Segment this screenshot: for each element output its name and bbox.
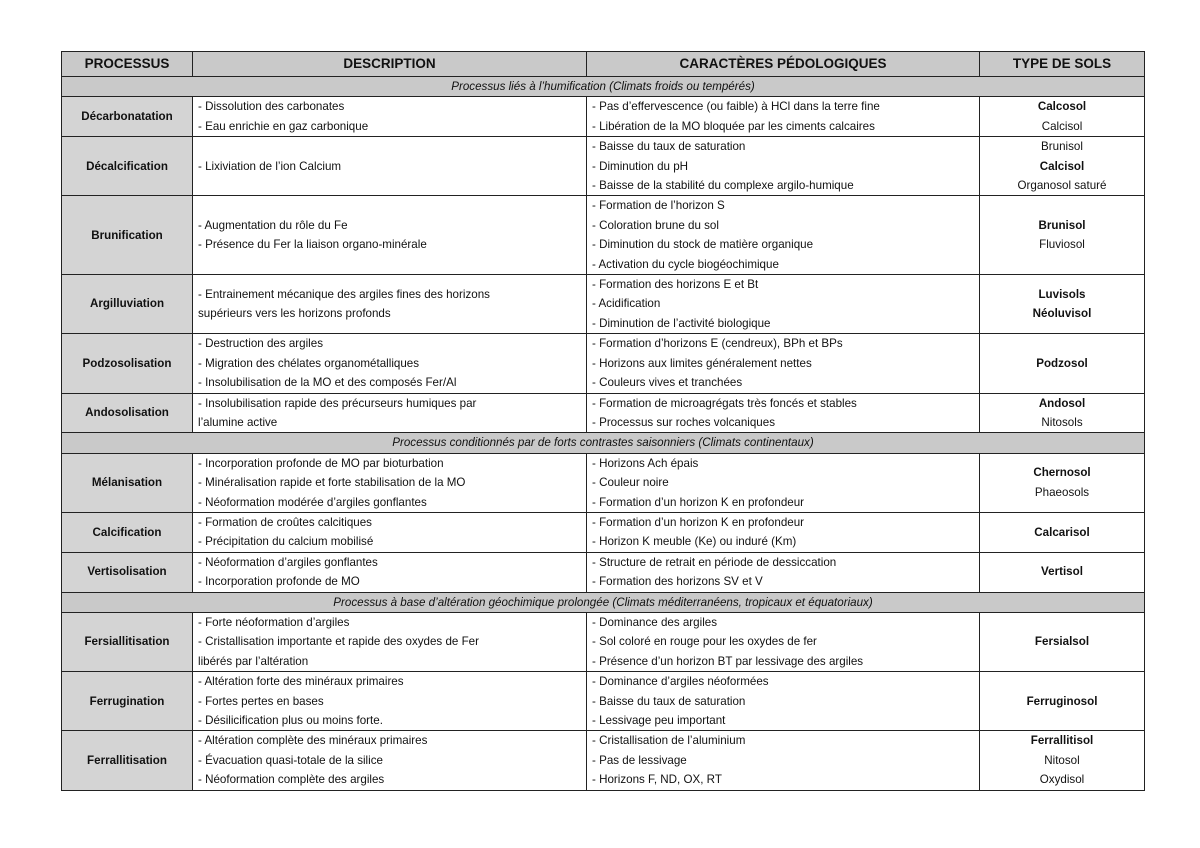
- character-line: - Acidification: [592, 297, 661, 311]
- soil-types-cell: [980, 393, 1145, 433]
- process-name: Vertisolisation: [62, 552, 193, 592]
- characters-cell: [587, 137, 980, 196]
- soil-type: Organosol saturé: [1017, 179, 1107, 193]
- character-line: - Formation de microagrégats très foncés et stables: [592, 396, 857, 410]
- process-name: Ferrugination: [62, 672, 193, 731]
- description-line: - Destruction des argiles: [198, 337, 324, 351]
- soil-types-cell: [980, 137, 1145, 196]
- soil-types-cell: [980, 672, 1145, 731]
- description-line: - Formation de croûtes calcitiques: [198, 515, 372, 529]
- table-row: [62, 97, 1145, 137]
- soil-type: Nitosol: [1044, 753, 1080, 767]
- characters-cell: [587, 97, 980, 137]
- description-line: - Néoformation modérée d’argiles gonflantes: [198, 495, 427, 509]
- description-line: - Dissolution des carbonates: [198, 100, 345, 114]
- soil-types-cell: [980, 453, 1145, 512]
- character-line: - Pas de lessivage: [592, 753, 687, 767]
- characters-cell: [587, 612, 980, 671]
- description-line: l’alumine active: [198, 415, 278, 429]
- description-line: - Eau enrichie en gaz carbonique: [198, 119, 369, 133]
- character-line: - Dominance d’argiles néoformées: [592, 675, 769, 689]
- header-row: [62, 52, 1145, 77]
- characters-cell: [587, 453, 980, 512]
- table-row: [62, 196, 1145, 275]
- description-line: libérés par l’altération: [198, 654, 309, 668]
- description-line: supérieurs vers les horizons profonds: [198, 307, 391, 321]
- soil-type: Ferruginosol: [1026, 694, 1098, 708]
- description-line: - Entrainement mécanique des argiles fines des horizons: [198, 287, 490, 301]
- table-row: [62, 512, 1145, 552]
- table-row: [62, 612, 1145, 671]
- characters-cell: [587, 275, 980, 334]
- description-line: - Lixiviation de l’ion Calcium: [198, 159, 342, 173]
- description-line: - Évacuation quasi-totale de la silice: [198, 753, 383, 767]
- description-cell: [193, 97, 587, 137]
- soil-type: Fluviosol: [1039, 238, 1085, 252]
- description-cell: [193, 196, 587, 275]
- soil-type: Brunisol: [1041, 140, 1083, 154]
- section-title: Processus à base d’altération géochimique prolongée (Climats méditerranéens, tropicaux et équatoriaux): [62, 592, 1145, 612]
- soil-types-cell: [980, 612, 1145, 671]
- character-line: - Horizons F, ND, OX, RT: [592, 773, 722, 787]
- table-row: [62, 137, 1145, 196]
- table-row: [62, 453, 1145, 512]
- soil-type: Calcisol: [1039, 159, 1085, 173]
- character-line: - Diminution du stock de matière organique: [592, 238, 814, 252]
- description-cell: [193, 552, 587, 592]
- table-row: [62, 731, 1145, 790]
- characters-cell: [587, 512, 980, 552]
- description-cell: [193, 672, 587, 731]
- characters-cell: [587, 334, 980, 393]
- section-row: [62, 77, 1145, 97]
- character-line: - Couleur noire: [592, 476, 669, 490]
- soil-types-cell: [980, 275, 1145, 334]
- characters-cell: [587, 672, 980, 731]
- table-row: [62, 552, 1145, 592]
- description-line: - Fortes pertes en bases: [198, 694, 324, 708]
- soil-type: Calcarisol: [1034, 525, 1090, 539]
- header-description: DESCRIPTION: [193, 52, 587, 77]
- character-line: - Structure de retrait en période de dessiccation: [592, 555, 837, 569]
- soil-type: Oxydisol: [1039, 773, 1085, 787]
- soil-type: Fersialsol: [1034, 635, 1090, 649]
- character-line: - Cristallisation de l’aluminium: [592, 734, 746, 748]
- soil-types-cell: [980, 334, 1145, 393]
- character-line: - Dominance des argiles: [592, 615, 718, 629]
- header-type-de-sols: TYPE DE SOLS: [980, 52, 1145, 77]
- character-line: - Libération de la MO bloquée par les ciments calcaires: [592, 119, 875, 133]
- section-row: [62, 592, 1145, 612]
- description-line: - Précipitation du calcium mobilisé: [198, 535, 374, 549]
- soil-type: Vertisol: [1041, 565, 1083, 579]
- header-caracteres-pedologiques: CARACTÈRES PÉDOLOGIQUES: [587, 52, 980, 77]
- description-cell: [193, 275, 587, 334]
- character-line: - Formation de l’horizon S: [592, 199, 725, 213]
- soil-type: Andosol: [1038, 396, 1086, 410]
- description-line: - Néoformation d’argiles gonflantes: [198, 555, 378, 569]
- character-line: - Processus sur roches volcaniques: [592, 415, 776, 429]
- description-line: - Insolubilisation rapide des précurseurs humiques par: [198, 396, 477, 410]
- soil-types-cell: [980, 97, 1145, 137]
- process-name: Argilluviation: [62, 275, 193, 334]
- character-line: - Diminution de l’activité biologique: [592, 316, 771, 330]
- description-line: - Cristallisation importante et rapide des oxydes de Fer: [198, 635, 479, 649]
- character-line: - Couleurs vives et tranchées: [592, 376, 743, 390]
- soil-types-cell: [980, 196, 1145, 275]
- character-line: - Horizon K meuble (Ke) ou induré (Km): [592, 535, 797, 549]
- character-line: - Formation d’un horizon K en profondeur: [592, 495, 805, 509]
- character-line: - Formation d’un horizon K en profondeur: [592, 515, 805, 529]
- table-row: [62, 275, 1145, 334]
- process-name: Podzosolisation: [62, 334, 193, 393]
- character-line: - Baisse de la stabilité du complexe argilo-humique: [592, 179, 854, 193]
- description-line: - Incorporation profonde de MO: [198, 575, 360, 589]
- description-line: - Insolubilisation de la MO et des composés Fer/Al: [198, 376, 457, 390]
- characters-cell: [587, 196, 980, 275]
- table-row: [62, 672, 1145, 731]
- process-name: Andosolisation: [62, 393, 193, 433]
- table-row: [62, 393, 1145, 433]
- characters-cell: [587, 731, 980, 790]
- description-line: - Altération forte des minéraux primaires: [198, 675, 404, 689]
- description-cell: [193, 731, 587, 790]
- soil-type: Néoluvisol: [1032, 307, 1092, 321]
- process-name: Décalcification: [62, 137, 193, 196]
- character-line: - Formation d’horizons E (cendreux), BPh et BPs: [592, 337, 843, 351]
- description-line: - Forte néoformation d’argiles: [198, 615, 350, 629]
- soil-type: Ferrallitisol: [1030, 734, 1094, 748]
- description-cell: [193, 612, 587, 671]
- section-title: Processus liés à l’humification (Climats froids ou tempérés): [62, 77, 1145, 97]
- soil-type: Luvisols: [1038, 287, 1086, 301]
- soil-type: Nitosols: [1041, 415, 1083, 429]
- character-line: - Formation des horizons SV et V: [592, 575, 763, 589]
- description-line: - Incorporation profonde de MO par bioturbation: [198, 456, 444, 470]
- character-line: - Baisse du taux de saturation: [592, 694, 746, 708]
- table-row: [62, 334, 1145, 393]
- description-cell: [193, 512, 587, 552]
- description-cell: [193, 453, 587, 512]
- soil-type: Brunisol: [1038, 218, 1086, 232]
- character-line: - Pas d’effervescence (ou faible) à HCl dans la terre fine: [592, 100, 880, 114]
- pedology-processes-table: [61, 51, 1145, 791]
- description-line: - Néoformation complète des argiles: [198, 773, 385, 787]
- character-line: - Sol coloré en rouge pour les oxydes de fer: [592, 635, 817, 649]
- character-line: - Présence d’un horizon BT par lessivage des argiles: [592, 654, 864, 668]
- description-line: - Altération complète des minéraux primaires: [198, 734, 428, 748]
- process-name: Fersiallitisation: [62, 612, 193, 671]
- soil-type: Chernosol: [1033, 466, 1091, 480]
- description-cell: [193, 137, 587, 196]
- description-line: - Désilicification plus ou moins forte.: [198, 714, 383, 727]
- characters-cell: [587, 552, 980, 592]
- section-row: [62, 433, 1145, 453]
- soil-type: Podzosol: [1036, 356, 1088, 370]
- description-line: - Minéralisation rapide et forte stabilisation de la MO: [198, 476, 466, 490]
- soil-type: Calcosol: [1037, 100, 1087, 114]
- table-body: [62, 77, 1145, 791]
- header-processus: PROCESSUS: [62, 52, 193, 77]
- character-line: - Baisse du taux de saturation: [592, 140, 746, 154]
- process-name: Décarbonatation: [62, 97, 193, 137]
- section-title: Processus conditionnés par de forts contrastes saisonniers (Climats continentaux): [62, 433, 1145, 453]
- description-line: - Présence du Fer la liaison organo-minérale: [198, 238, 427, 252]
- character-line: - Horizons aux limites généralement nettes: [592, 356, 812, 370]
- soil-types-cell: [980, 731, 1145, 790]
- description-line: - Migration des chélates organométalliques: [198, 356, 420, 370]
- description-line: - Augmentation du rôle du Fe: [198, 218, 348, 232]
- characters-cell: [587, 393, 980, 433]
- character-line: - Lessivage peu important: [592, 714, 726, 727]
- description-cell: [193, 334, 587, 393]
- soil-type: Phaeosols: [1034, 485, 1090, 499]
- soil-types-cell: [980, 512, 1145, 552]
- character-line: - Formation des horizons E et Bt: [592, 278, 759, 292]
- character-line: - Coloration brune du sol: [592, 218, 719, 232]
- character-line: - Horizons Ach épais: [592, 456, 699, 470]
- character-line: - Activation du cycle biogéochimique: [592, 257, 779, 271]
- character-line: - Diminution du pH: [592, 159, 689, 173]
- process-name: Mélanisation: [62, 453, 193, 512]
- process-name: Brunification: [62, 196, 193, 275]
- soil-types-cell: [980, 552, 1145, 592]
- description-cell: [193, 393, 587, 433]
- process-name: Calcification: [62, 512, 193, 552]
- soil-type: Calcisol: [1041, 119, 1083, 133]
- process-name: Ferrallitisation: [62, 731, 193, 790]
